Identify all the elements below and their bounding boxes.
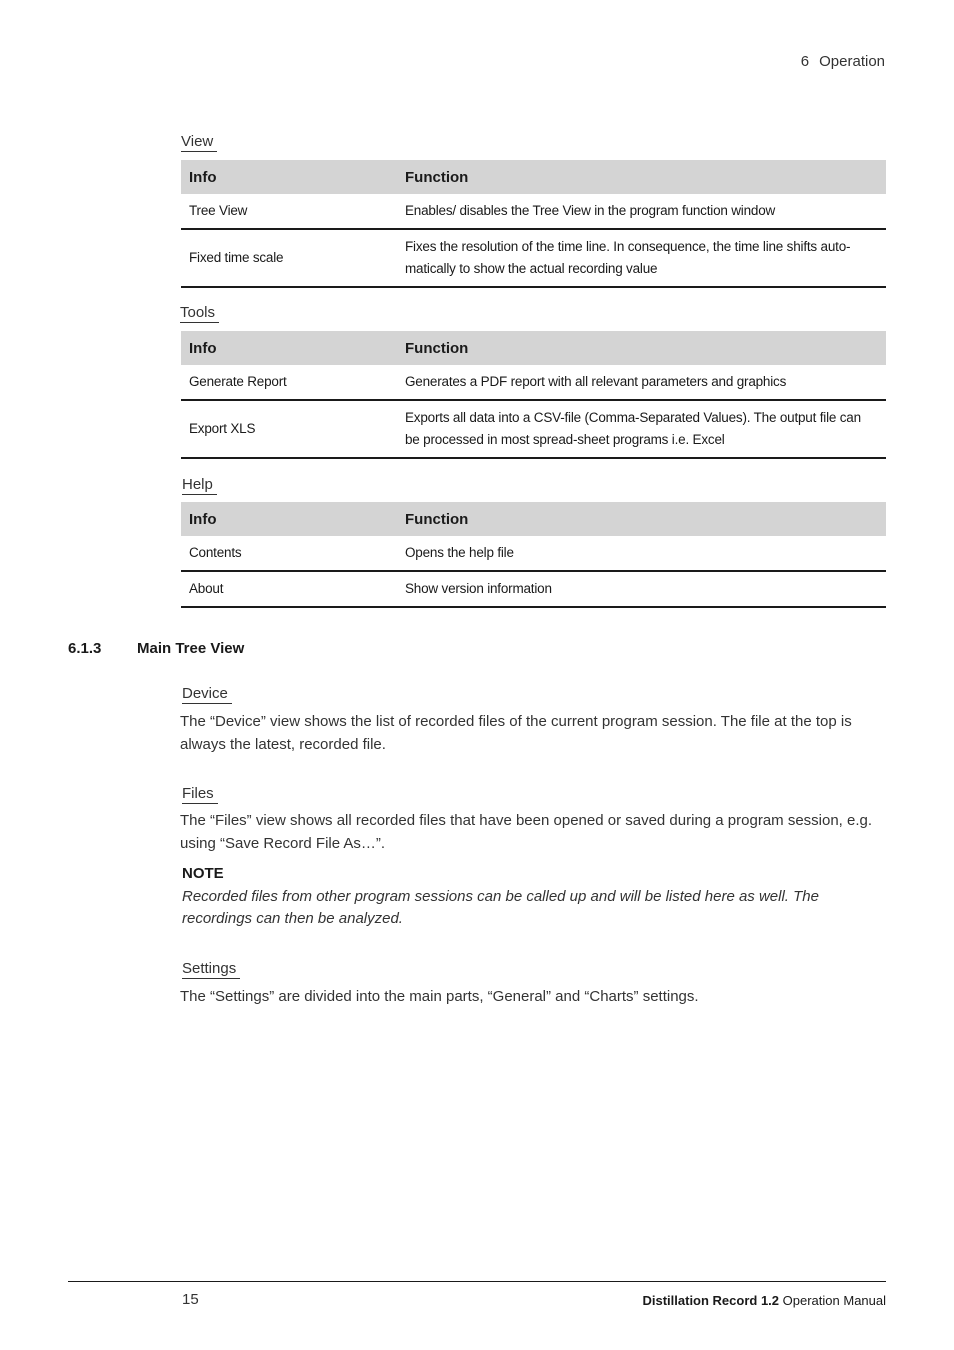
settings-label: Settings (182, 960, 240, 979)
table-row (181, 229, 886, 287)
tools-menu-label: Tools (180, 304, 219, 323)
footer-divider (68, 1281, 886, 1282)
info-cell: Export XLS (181, 400, 397, 458)
info-cell: Generate Report (181, 365, 397, 400)
table-header-row (181, 502, 886, 536)
function-cell: Opens the help file (397, 536, 886, 571)
column-header-function: Function (397, 502, 886, 536)
table-header-row (181, 160, 886, 194)
info-cell: Tree View (181, 194, 397, 229)
note-text: Recorded files from other program sessions can be called up and will be listed here as well. The recordings can then be analyzed. (182, 888, 819, 927)
files-description: The “Files” view shows all recorded files that have been opened or saved during a program session, e.g. using “Save Record File As…”. (180, 812, 873, 852)
column-header-info: Info (181, 160, 397, 194)
column-header-function: Function (397, 160, 886, 194)
function-cell: Show version information (397, 571, 886, 607)
column-header-function: Function (397, 331, 886, 365)
device-label: Device (182, 685, 232, 704)
section-heading (68, 640, 244, 657)
section-title: Main Tree View (137, 640, 245, 657)
footer-title (500, 1293, 886, 1308)
function-cell: Generates a PDF report with all relevant parameters and graphics (397, 365, 886, 400)
view-menu-table (181, 160, 886, 288)
table-header-row (181, 331, 886, 365)
page-number: 15 (182, 1291, 199, 1308)
chapter-number: 6 (800, 53, 810, 70)
chapter-title: Operation (819, 53, 885, 70)
tools-menu-table (181, 331, 886, 459)
function-cell: Fixes the resolution of the time line. In consequence, the time line shifts auto-matically to show the actual recording value (397, 229, 886, 287)
column-header-info: Info (181, 331, 397, 365)
footer-doc-type: Operation Manual (782, 1293, 886, 1308)
section-number: 6.1.3 (68, 640, 102, 657)
view-menu-label: View (181, 133, 217, 152)
info-cell: Fixed time scale (181, 229, 397, 287)
function-cell: Enables/ disables the Tree View in the program function window (397, 194, 886, 229)
info-cell: About (181, 571, 397, 607)
settings-description: The “Settings” are divided into the main parts, “General” and “Charts” settings. (180, 988, 699, 1005)
table-row (181, 571, 886, 607)
table-row (181, 536, 886, 571)
table-row (181, 194, 886, 229)
table-row (181, 365, 886, 400)
footer-product: Distillation Record 1.2 (642, 1293, 780, 1308)
files-label: Files (182, 785, 218, 804)
table-row (181, 400, 886, 458)
note-title: NOTE (182, 865, 224, 882)
column-header-info: Info (181, 502, 397, 536)
info-cell: Contents (181, 536, 397, 571)
device-description: The “Device” view shows the list of recorded files of the current program session. The file at the top is always the latest, recorded file. (180, 713, 852, 753)
help-menu-label: Help (182, 476, 217, 495)
function-cell: Exports all data into a CSV-file (Comma-Separated Values). The output file can be processed in most spread-sheet programs i.e. Excel (397, 400, 886, 458)
help-menu-table (181, 502, 886, 608)
chapter-header (700, 53, 885, 70)
